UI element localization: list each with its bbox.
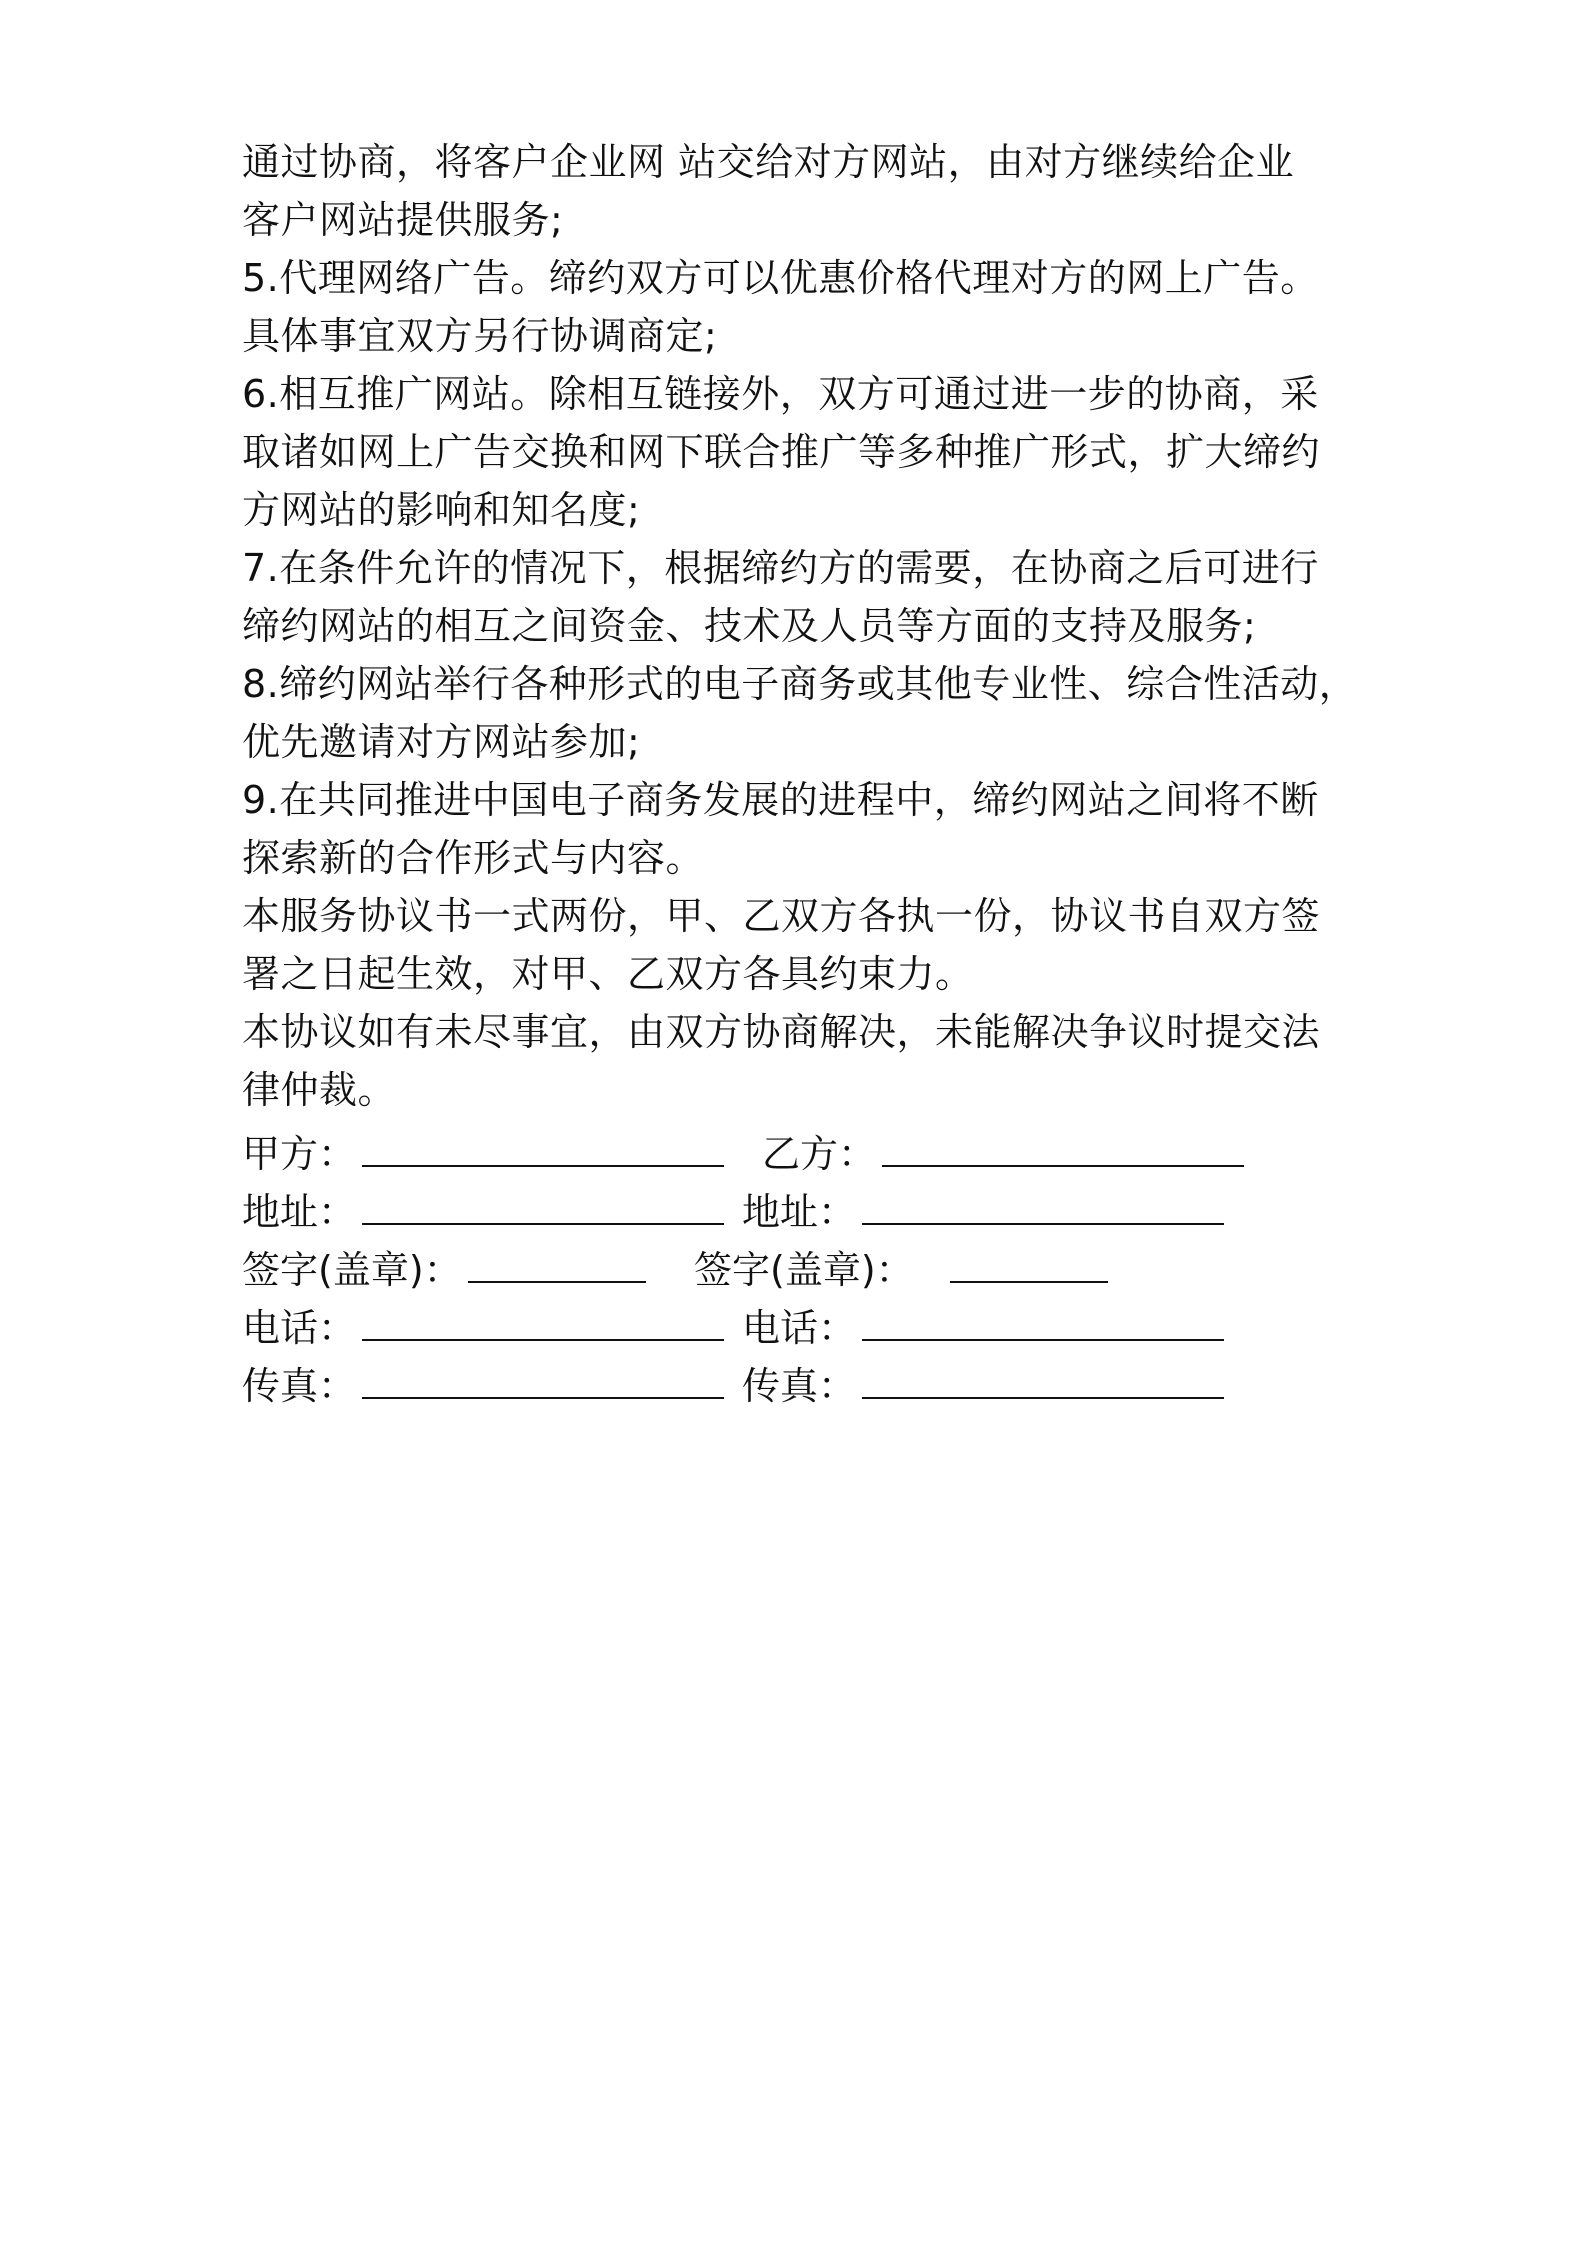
- seal-b-label: 签字(盖章)：: [694, 1248, 914, 1292]
- text-line: 本协议如有未尽事宜，由双方协商解决，未能解决争议时提交法: [242, 1010, 1321, 1054]
- seal-b-field: [694, 1246, 1108, 1294]
- fax-a-blank: [362, 1367, 724, 1399]
- address-b-field: [742, 1188, 1224, 1236]
- text-line: 探索新的合作形式与内容。: [242, 836, 705, 880]
- text-line: 方网站的影响和知名度;: [242, 488, 641, 532]
- fax-a-label: 传真：: [242, 1364, 357, 1408]
- seal-a-label: 签字(盖章)：: [242, 1248, 462, 1292]
- address-a-blank: [362, 1193, 724, 1225]
- text-line: 本服务协议书一式两份，甲、乙双方各执一份，协议书自双方签: [242, 894, 1321, 938]
- phone-a-label: 电话：: [242, 1306, 357, 1350]
- text-line: 6.相互推广网站。除相互链接外，双方可通过进一步的协商，采: [242, 372, 1319, 416]
- seal-a-blank: [468, 1251, 646, 1283]
- party-a-blank: [362, 1135, 724, 1167]
- phone-a-field: [242, 1304, 724, 1352]
- text-line: 通过协商，将客户企业网 站交给对方网站，由对方继续给企业: [242, 140, 1295, 184]
- text-line: 客户网站提供服务;: [242, 198, 564, 242]
- text-line: 5.代理网络广告。缔约双方可以优惠价格代理对方的网上广告。: [242, 256, 1319, 300]
- party-b-label: 乙方：: [762, 1132, 877, 1176]
- fax-b-field: [742, 1362, 1224, 1410]
- text-line: 缔约网站的相互之间资金、技术及人员等方面的支持及服务;: [242, 604, 1257, 648]
- address-b-blank: [862, 1193, 1224, 1225]
- fax-a-field: [242, 1362, 724, 1410]
- phone-a-blank: [362, 1309, 724, 1341]
- text-line: 具体事宜双方另行协调商定;: [242, 314, 718, 358]
- address-b-label: 地址：: [742, 1190, 857, 1234]
- address-a-label: 地址：: [242, 1190, 357, 1234]
- party-a-label: 甲方：: [242, 1132, 357, 1176]
- party-b-field: [762, 1130, 1244, 1178]
- phone-b-label: 电话：: [742, 1306, 857, 1350]
- seal-a-field: [242, 1246, 646, 1294]
- text-line: 8.缔约网站举行各种形式的电子商务或其他专业性、综合性活动，: [242, 662, 1358, 706]
- fax-b-blank: [862, 1367, 1224, 1399]
- text-line: 署之日起生效，对甲、乙双方各具约束力。: [242, 952, 974, 996]
- text-line: 律仲裁。: [242, 1068, 397, 1112]
- phone-b-blank: [862, 1309, 1224, 1341]
- text-line: 9.在共同推进中国电子商务发展的进程中，缔约网站之间将不断: [242, 778, 1319, 822]
- seal-b-blank: [950, 1251, 1108, 1283]
- address-a-field: [242, 1188, 724, 1236]
- text-line: 取诸如网上广告交换和网下联合推广等多种推广形式，扩大缔约: [242, 430, 1321, 474]
- party-b-blank: [882, 1135, 1244, 1167]
- fax-b-label: 传真：: [742, 1364, 857, 1408]
- phone-b-field: [742, 1304, 1224, 1352]
- text-line: 7.在条件允许的情况下，根据缔约方的需要，在协商之后可进行: [242, 546, 1319, 590]
- party-a-field: [242, 1130, 724, 1178]
- text-line: 优先邀请对方网站参加;: [242, 720, 641, 764]
